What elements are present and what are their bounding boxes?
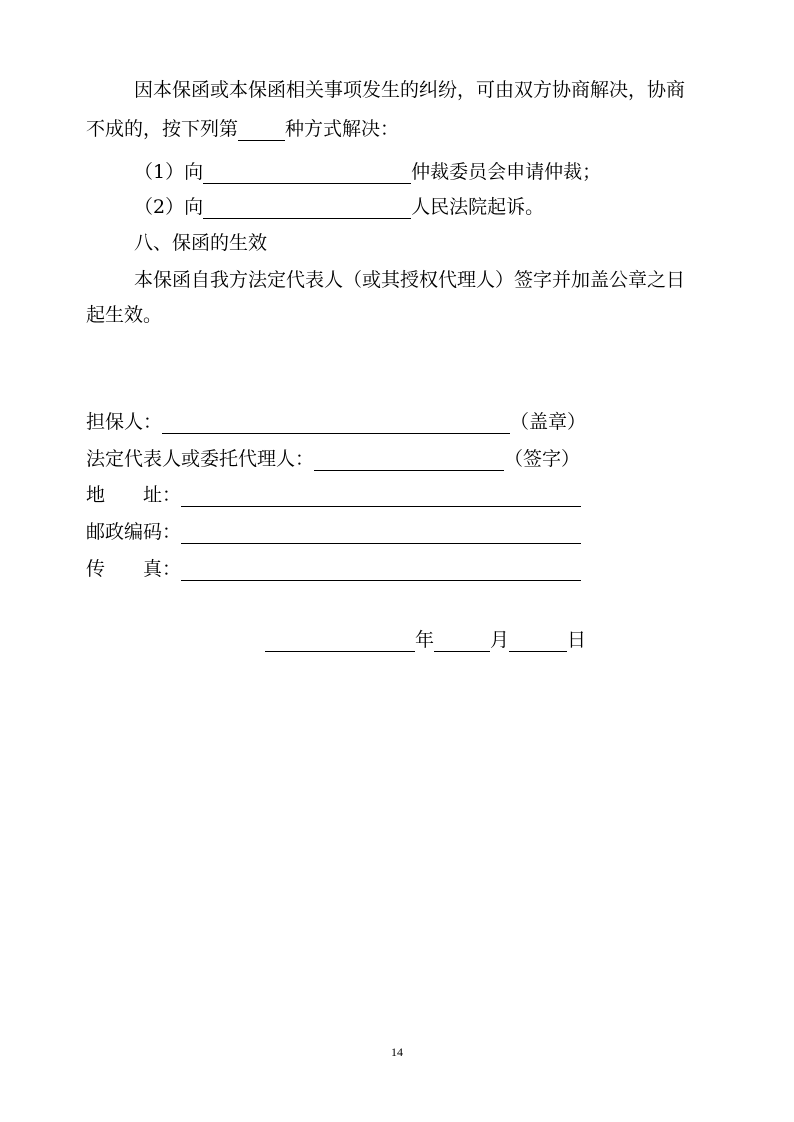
court-blank[interactable] [203, 198, 411, 219]
dispute-text-2b: 种方式解决： [285, 118, 400, 140]
fax-field[interactable] [181, 560, 581, 581]
section-heading [134, 231, 267, 255]
fax-row [86, 557, 581, 581]
guarantor-field[interactable] [162, 413, 510, 434]
option-arbitration [134, 160, 601, 184]
guarantor-row [86, 410, 586, 434]
option-2-prefix: （2）向 [134, 196, 204, 218]
arbitration-committee-blank[interactable] [203, 163, 411, 184]
effect-paragraph-line-1 [134, 268, 685, 292]
month-field[interactable] [434, 631, 490, 652]
guarantor-label: 担保人： [86, 411, 163, 433]
representative-label: 法定代表人或委托代理人： [86, 448, 315, 470]
postcode-row [86, 520, 581, 544]
representative-field[interactable] [314, 450, 504, 471]
option-1-suffix: 仲裁委员会申请仲裁； [411, 161, 602, 183]
section-heading-text: 八、保函的生效 [134, 232, 268, 254]
seal-note: （盖章） [510, 411, 587, 433]
effect-paragraph-line-2 [86, 303, 162, 327]
dispute-paragraph-line-1 [134, 78, 685, 102]
fax-label: 传 真： [86, 558, 182, 580]
address-field[interactable] [181, 486, 581, 507]
signature-note: （签字） [504, 448, 581, 470]
dispute-text-1: 因本保函或本保函相关事项发生的纠纷，可由双方协商解决，协商 [134, 79, 686, 101]
address-row [86, 483, 581, 507]
year-field[interactable] [265, 631, 415, 652]
dispute-text-2a: 不成的，按下列第 [86, 118, 239, 140]
option-2-suffix: 人民法院起诉。 [411, 196, 545, 218]
date-row [265, 628, 586, 652]
option-1-prefix: （1）向 [134, 161, 204, 183]
month-label: 月 [490, 629, 510, 651]
day-label: 日 [567, 629, 587, 651]
page-number: 14 [391, 1045, 403, 1059]
effect-text-1: 本保函自我方法定代表人（或其授权代理人）签字并加盖公章之日 [134, 269, 686, 291]
representative-row [86, 447, 580, 471]
address-label: 地 址： [86, 484, 182, 506]
postcode-label: 邮政编码： [86, 521, 182, 543]
option-court [134, 195, 544, 219]
day-field[interactable] [509, 631, 567, 652]
method-number-blank[interactable] [238, 120, 285, 141]
effect-text-2: 起生效。 [86, 304, 163, 326]
postcode-field[interactable] [181, 523, 581, 544]
year-label: 年 [415, 629, 435, 651]
dispute-paragraph-line-2 [86, 117, 399, 141]
